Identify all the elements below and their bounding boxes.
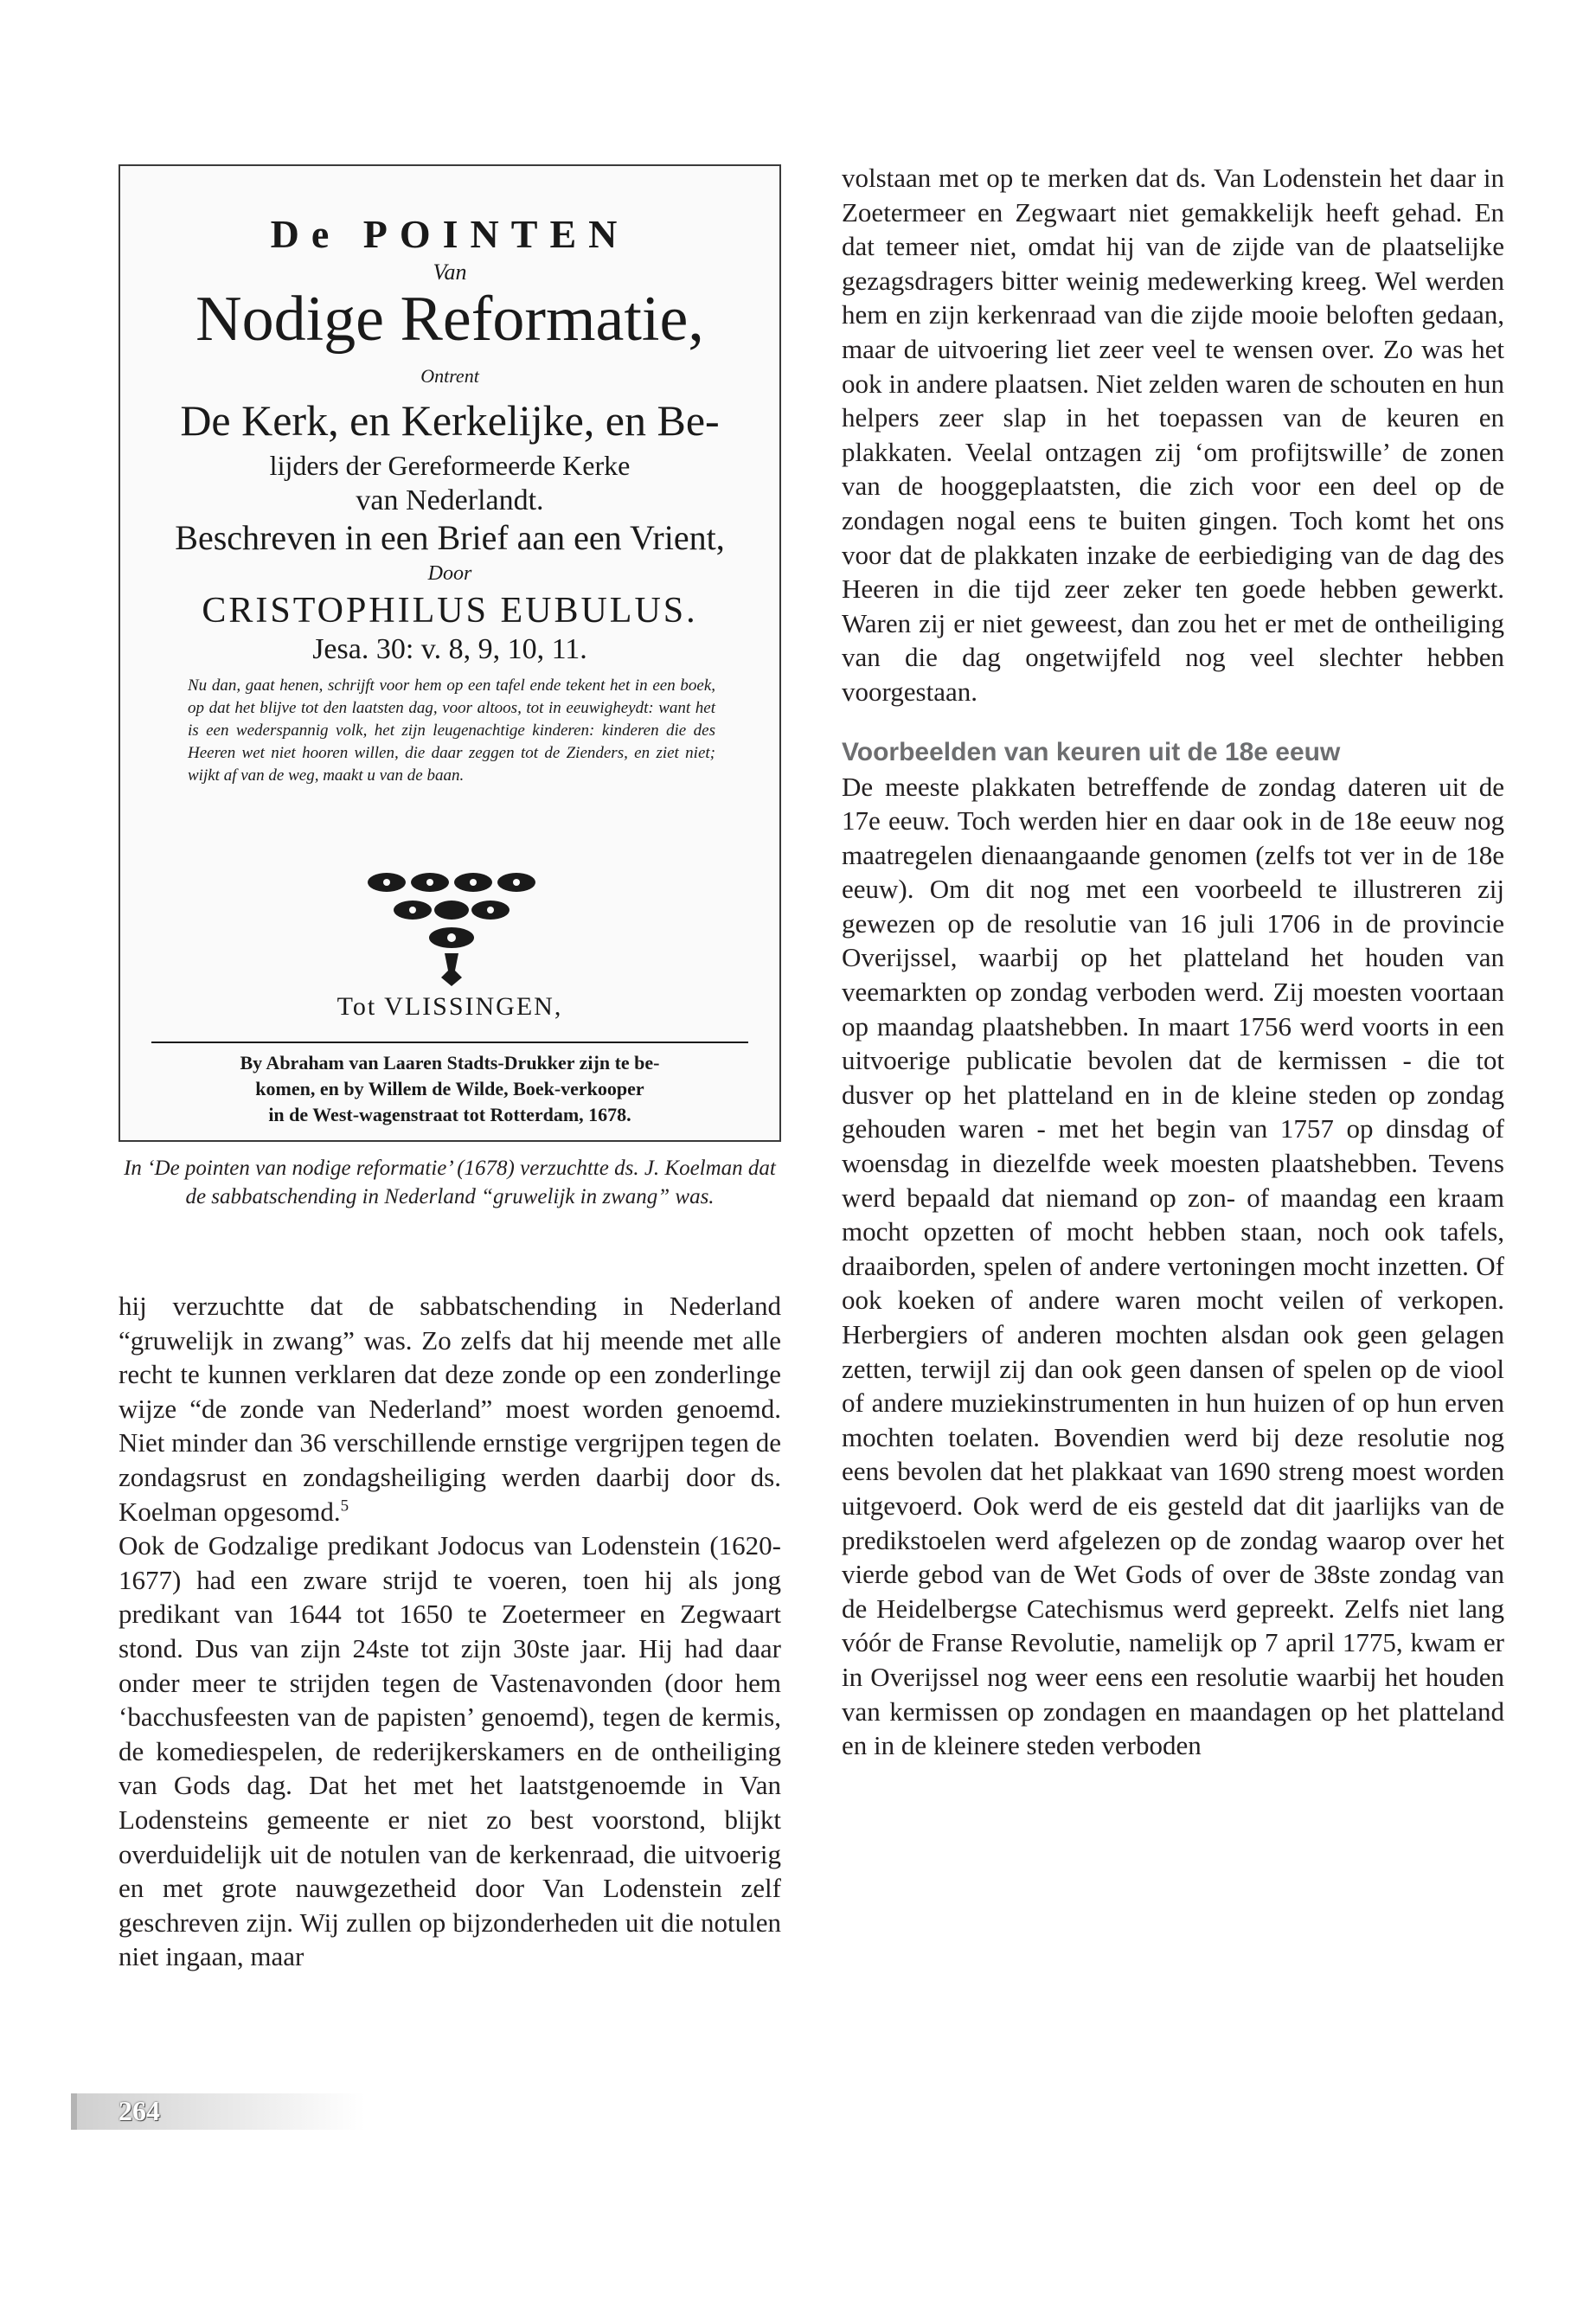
figure-subtitle-4: Beschreven in een Brief aan een Vrient, [175, 518, 725, 557]
figure-van: Van [433, 260, 467, 285]
page-number-tick [71, 2093, 77, 2130]
figure-publisher-line-1: By Abraham van Laaren Stadts-Drukker zijn te be- [240, 1052, 660, 1074]
paragraph [119, 1289, 781, 1529]
left-text-column [119, 1289, 781, 1974]
right-text-column [842, 161, 1504, 1763]
figure-publisher [172, 1050, 727, 1128]
title-page-figure [119, 164, 781, 1142]
figure-door: Door [427, 562, 472, 585]
section-heading: Voorbeelden van keuren uit de 18e eeuw [842, 737, 1341, 766]
figure-rule [151, 1042, 748, 1043]
figure-publisher-line-3: in de West-wagenstraat tot Rotterdam, 1678. [268, 1104, 631, 1125]
paragraph: Ook de Godzalige predikant Jodocus van Lodenstein (1620-1677) had een zware strijd te voeren, toen hij als jong predikant van 1644 tot 1650 te Zoetermeer en Zegwaart stond. Dus van zijn 24ste tot zijn 30ste jaar. Hij had daar onder meer te strijden tegen de Vastenavonden (door hem ‘bacchusfeesten van de papisten’ genoemd), tegen de kermis, de komediespelen, de rederijkerskamers en de ontheiliging van Gods dag. Dat het met het laatstgenoemde in Van Lodensteins gemeente er niet zo best voorstond, blijkt overduidelijk uit de notulen van de kerkenraad, die uitvoerig en met grote nauwgezetheid door Van Lodenstein zelf geschreven zijn. Wij zullen op bijzonderheden uit die notulen niet ingaan, maar [119, 1530, 781, 1972]
figure-caption: In ‘De pointen van nodige reformatie’ (1678) verzuchtte ds. J. Koelman dat de sabbatschending in Nederland “gruwelijk in zwang” was. [124, 1157, 776, 1208]
paragraph-text: hij verzuchtte dat de sabbatschending in Nederland “gruwelijk in zwang” was. Zo zelfs dat hij meende met alle recht te kunnen verklaren dat deze zonde op een zonderlinge wijze “de zonde van Nederland” moest worden genoemd. Niet minder dan 36 verschillende ernstige vergrijpen tegen de zondagsrust en zondagsheiliging werden daarbij door ds. Koelman opgesomd. [119, 1291, 781, 1527]
paragraph: volstaan met op te merken dat ds. Van Lodenstein het daar in Zoetermeer en Zegwaart niet gemakkelijk heeft gehad. En dat temeer niet, omdat hij van de zijde van de plaatselijke gezagsdragers bitter weinig medewerking kreeg. Wel werden hem en zijn kerkenraad van die zijde mooie beloften gedaan, maar de uitvoering liet zeer veel te wensen over. Zo was het ook in andere plaatsen. Niet zelden waren de schouten en hun helpers zeer slap in het toepassen van de keuren en plakkaten. Veelal ontzagen zij ‘om profijtswille’ de zonen van de hooggeplaatsten, die zich voor een deel op de zondagen nogal eens te buiten gingen. Toch komt het ons voor dat de plakkaten inzake de eerbiediging van de dag des Heeren in die tijd zeer zeker ten goede hebben gewerkt. Waren zij er niet geweest, dan zou het er met de ontheiliging van die dag ongetwijfeld nog veel slechter hebben voorgestaan. [842, 163, 1504, 707]
figure-title-line: De POINTEN [270, 212, 630, 256]
figure-publisher-line-2: komen, en by Willem de Wilde, Boek-verkooper [255, 1078, 644, 1099]
paragraph: De meeste plakkaten betreffende de zondag dateren uit de 17e eeuw. Toch werden hier en daar ook in de 18e eeuw nog maatregelen dienaangaande genomen (zelfs tot ver in de 18e eeuw). Om dit nog met een voorbeeld te illustreren zij gewezen op de resolutie van 16 juli 1706 in de provincie Overijssel, waarbij op het platteland het houden van veemarkten op zondag verboden werd. Zij moesten voortaan op maandag plaatshebben. In maart 1756 werd voorts in een uitvoerige publicatie bevolen dat de kermissen - die tot dusver op het platteland en in de kleine steden op zondag gehouden waren - met het begin van 1757 op dinsdag of woensdag in diezelfde week moesten plaatshebben. Tevens werd bepaald dat niemand op zon- of maandag een kraam mocht opzetten of mocht hebben staan, noch ook tafels, draaiborden, spelen of andere vertoningen mocht inzetten. Of ook koeken of andere waren mocht veilen of verkopen. Herbergiers of anderen mochten alsdan ook geen gelagen zetten, terwijl zij dan ook geen dansen of spelen op de viool of andere muziekinstrumenten in hun huizen of op hun erven mochten toelaten. Bovendien werd bij deze resolutie nog eens bevolen dat het plakkaat van 1690 streng moest worden uitgevoerd. Ook werd de eis gesteld dat dit jaarlijks van de predikstoelen werd afgelezen op de zondag waarop over het vierde gebod van de Wet Gods of over de 38ste zondag van de Heidelbergse Catechismus werd gepreekt. Zelfs niet lang vóór de Franse Revolutie, namelijk op 7 april 1775, kwam er in Overijssel nog weer eens een resolutie waarbij het houden van kermissen op zondagen en maandagen op het platteland en in de kleinere steden verboden [842, 771, 1504, 1761]
page-number: 264 [119, 2095, 160, 2126]
figure-ontrent: Ontrent [420, 365, 479, 387]
page-number-bar [71, 2093, 365, 2130]
footnote-marker: 5 [340, 1497, 349, 1516]
figure-main-title: Nodige Reformatie, [195, 284, 704, 355]
figure-subtitle-3: van Nederlandt. [356, 484, 544, 516]
figure-author: CRISTOPHILUS EUBULUS. [202, 591, 698, 631]
figure-place: Tot VLISSINGEN, [337, 992, 563, 1021]
figure-subtitle-2: lijders der Gereformeerde Kerke [269, 450, 631, 481]
figure-scripture-ref: Jesa. 30: v. 8, 9, 10, 11. [312, 633, 587, 665]
printer-ornament-icon [365, 867, 538, 988]
figure-subtitle-1: De Kerk, en Kerkelijke, en Be- [180, 396, 720, 445]
figure-motto: Nu dan, gaat henen, schrijft voor hem op een tafel ende tekent het in een boek, op dat het blijve tot den laatsten dag, voor altoos, tot in eeuwigheydt: want het is een wederspannig volk, het zijn leugenachtige kinderen: kinderen die des Heeren wet niet hooren willen, die daar zeggen tot de Zienders, en ziet niet; wijkt af van de weg, maakt u van de baan. [188, 676, 715, 785]
